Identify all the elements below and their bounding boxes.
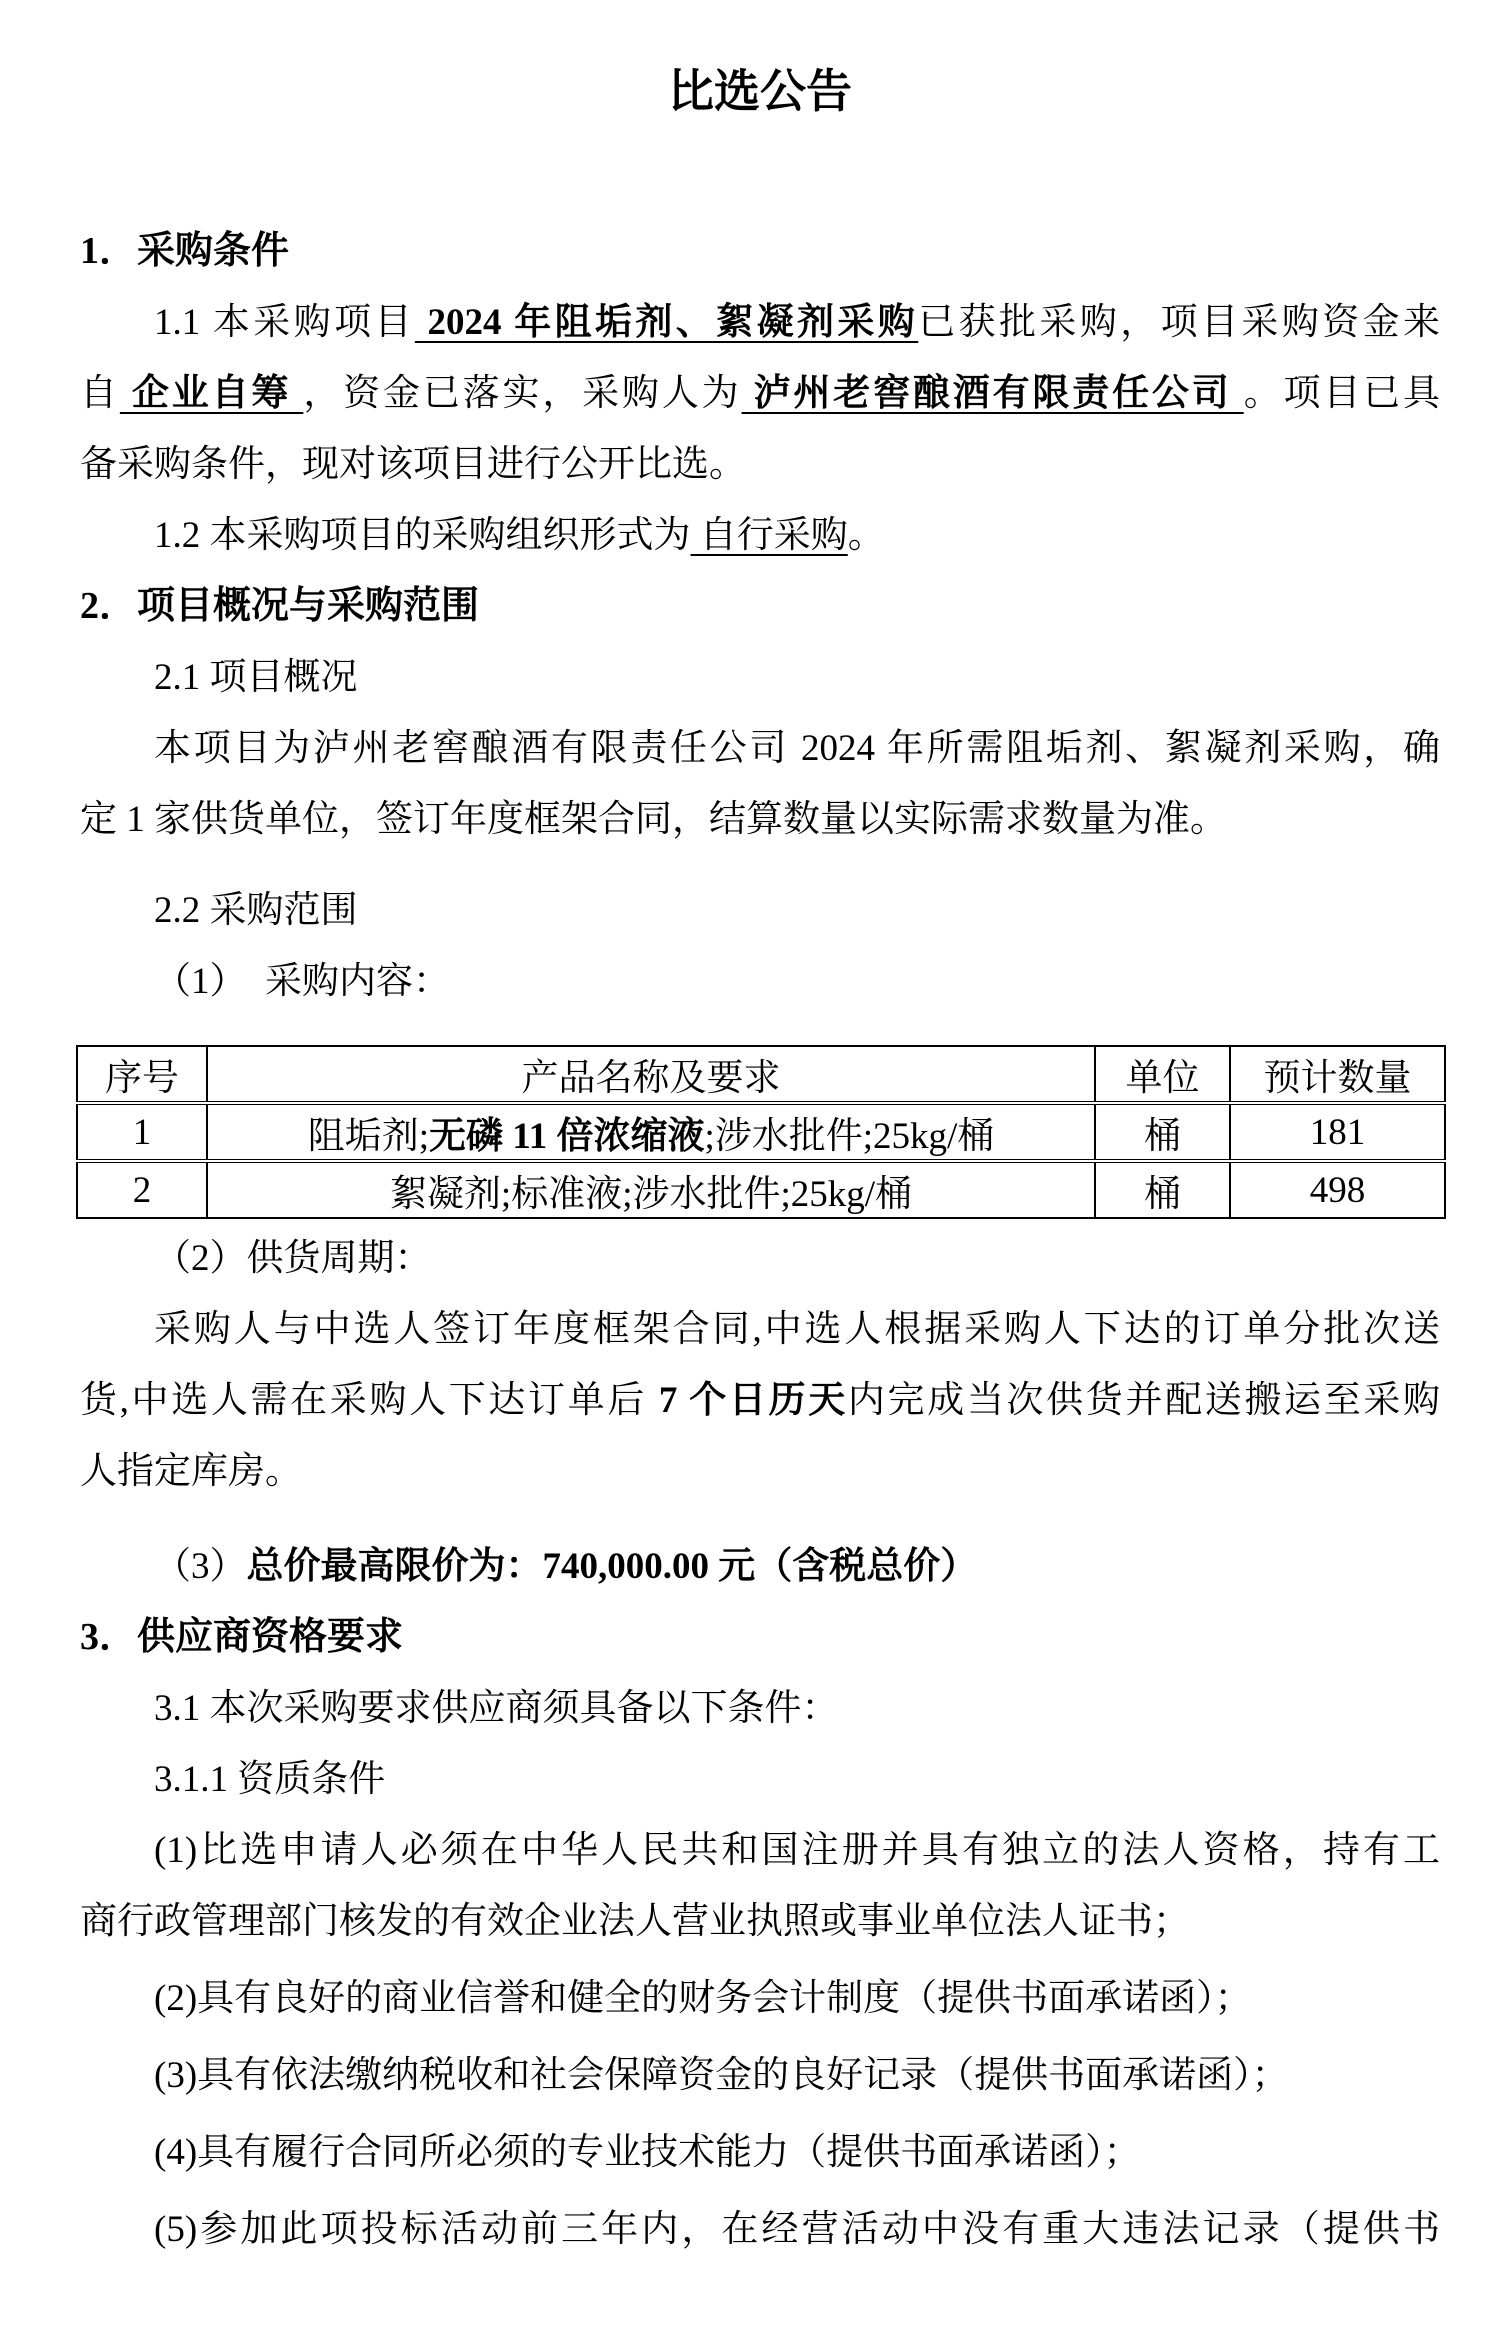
section-1-heading: 1．采购条件 [80, 230, 290, 272]
text-run: 内完成当次供货并配送搬运至采购 [847, 1380, 1441, 1421]
item-1-procurement-content: （1） 采购内容： [154, 961, 450, 1002]
text-run: 1.1 本采购项目 [154, 302, 415, 343]
subsection-2-1-heading: 2.1 项目概况 [154, 657, 358, 698]
table-header-unit: 单位 [1095, 1046, 1230, 1103]
text-run: 1.2 本采购项目的采购组织形式为 [154, 515, 691, 556]
qualification-1-line-2: 商行政管理部门核发的有效企业法人营业执照或事业单位法人证书； [80, 1901, 1190, 1942]
paragraph-2-2-line-2 [80, 1365, 1440, 1436]
qualification-1-line-1: (1)比选申请人必须在中华人民共和国注册并具有独立的法人资格，持有工 [154, 1830, 1440, 1871]
table-header-row [77, 1046, 1445, 1103]
text-run: 自 [80, 373, 120, 414]
text-run: 阻垢剂; [307, 1116, 429, 1157]
text-run: 。项目已具 [1243, 373, 1441, 414]
qualification-4: (4)具有履行合同所必须的专业技术能力（提供书面承诺函）； [154, 2132, 1141, 2173]
section-2-heading: 2．项目概况与采购范围 [80, 585, 480, 627]
table-cell-quantity: 181 [1230, 1103, 1445, 1161]
text-run: 。 [847, 515, 885, 556]
text-run: （3） [154, 1546, 247, 1587]
qualification-5: (5)参加此项投标活动前三年内，在经营活动中没有重大违法记录（提供书 [154, 2209, 1440, 2250]
qualification-3: (3)具有依法缴纳税收和社会保障资金的良好记录（提供书面承诺函）； [154, 2055, 1289, 2096]
table-header-product: 产品名称及要求 [207, 1046, 1095, 1103]
text-run: ，资金已落实，采购人为 [303, 373, 742, 414]
qualification-2: (2)具有良好的商业信誉和健全的财务会计制度（提供书面承诺函）； [154, 1978, 1252, 2019]
paragraph-2-2-line-1: 采购人与中选人签订年度框架合同,中选人根据采购人下达的订单分批次送 [154, 1309, 1440, 1350]
table-cell-unit: 桶 [1095, 1161, 1230, 1218]
underlined-purchaser-name: 泸州老窖酿酒有限责任公司 [741, 373, 1244, 414]
paragraph-1-1-line-3: 备采购条件，现对该项目进行公开比选。 [80, 444, 746, 485]
item-3-price-limit [80, 1531, 1440, 1602]
subsection-2-2-heading: 2.2 采购范围 [154, 890, 358, 931]
table-cell-serial: 1 [77, 1103, 207, 1161]
text-run: 已获批采购，项目采购资金来 [918, 302, 1441, 343]
text-run: 货,中选人需在采购人下达订单后 [80, 1380, 659, 1421]
table-header-quantity: 预计数量 [1230, 1046, 1445, 1103]
subsection-3-1-1-heading: 3.1.1 资质条件 [154, 1759, 386, 1800]
underlined-procurement-form: 自行采购 [690, 515, 848, 556]
paragraph-1-1-line-1 [80, 287, 1440, 358]
paragraph-2-1-line-1: 本项目为泸州老窖酿酒有限责任公司 2024 年所需阻垢剂、絮凝剂采购，确 [154, 728, 1440, 769]
bold-max-price: 总价最高限价为：740,000.00 元（含税总价） [246, 1546, 978, 1587]
paragraph-2-2-line-3: 人指定库房。 [80, 1451, 302, 1492]
underlined-funding-source: 企业自筹 [119, 373, 304, 414]
underlined-project-name: 2024 年阻垢剂、絮凝剂采购 [414, 302, 919, 343]
table-cell-product [207, 1103, 1095, 1161]
item-2-supply-cycle: （2）供货周期： [154, 1238, 432, 1279]
table-cell-quantity: 498 [1230, 1161, 1445, 1218]
table-cell-unit: 桶 [1095, 1103, 1230, 1161]
document-title: 比选公告 [668, 66, 852, 117]
section-3-heading: 3．供应商资格要求 [80, 1616, 404, 1658]
bold-product-spec: 无磷 11 倍浓缩液 [428, 1116, 705, 1157]
table-header-serial: 序号 [77, 1046, 207, 1103]
table-row-1 [77, 1103, 1445, 1161]
paragraph-1-2 [80, 500, 1440, 571]
subsection-3-1-heading: 3.1 本次采购要求供应商须具备以下条件： [154, 1688, 839, 1729]
table-row-2 [77, 1161, 1445, 1218]
paragraph-1-1-line-2 [80, 358, 1440, 429]
text-run: ;涉水批件;25kg/桶 [704, 1116, 995, 1157]
table-cell-product: 絮凝剂;标准液;涉水批件;25kg/桶 [207, 1161, 1095, 1218]
procurement-items-table [76, 1045, 1446, 1219]
bold-delivery-days: 7 个日历天 [658, 1380, 848, 1421]
table-cell-serial: 2 [77, 1161, 207, 1218]
paragraph-2-1-line-2: 定 1 家供货单位，签订年度框架合同，结算数量以实际需求数量为准。 [80, 799, 1227, 840]
